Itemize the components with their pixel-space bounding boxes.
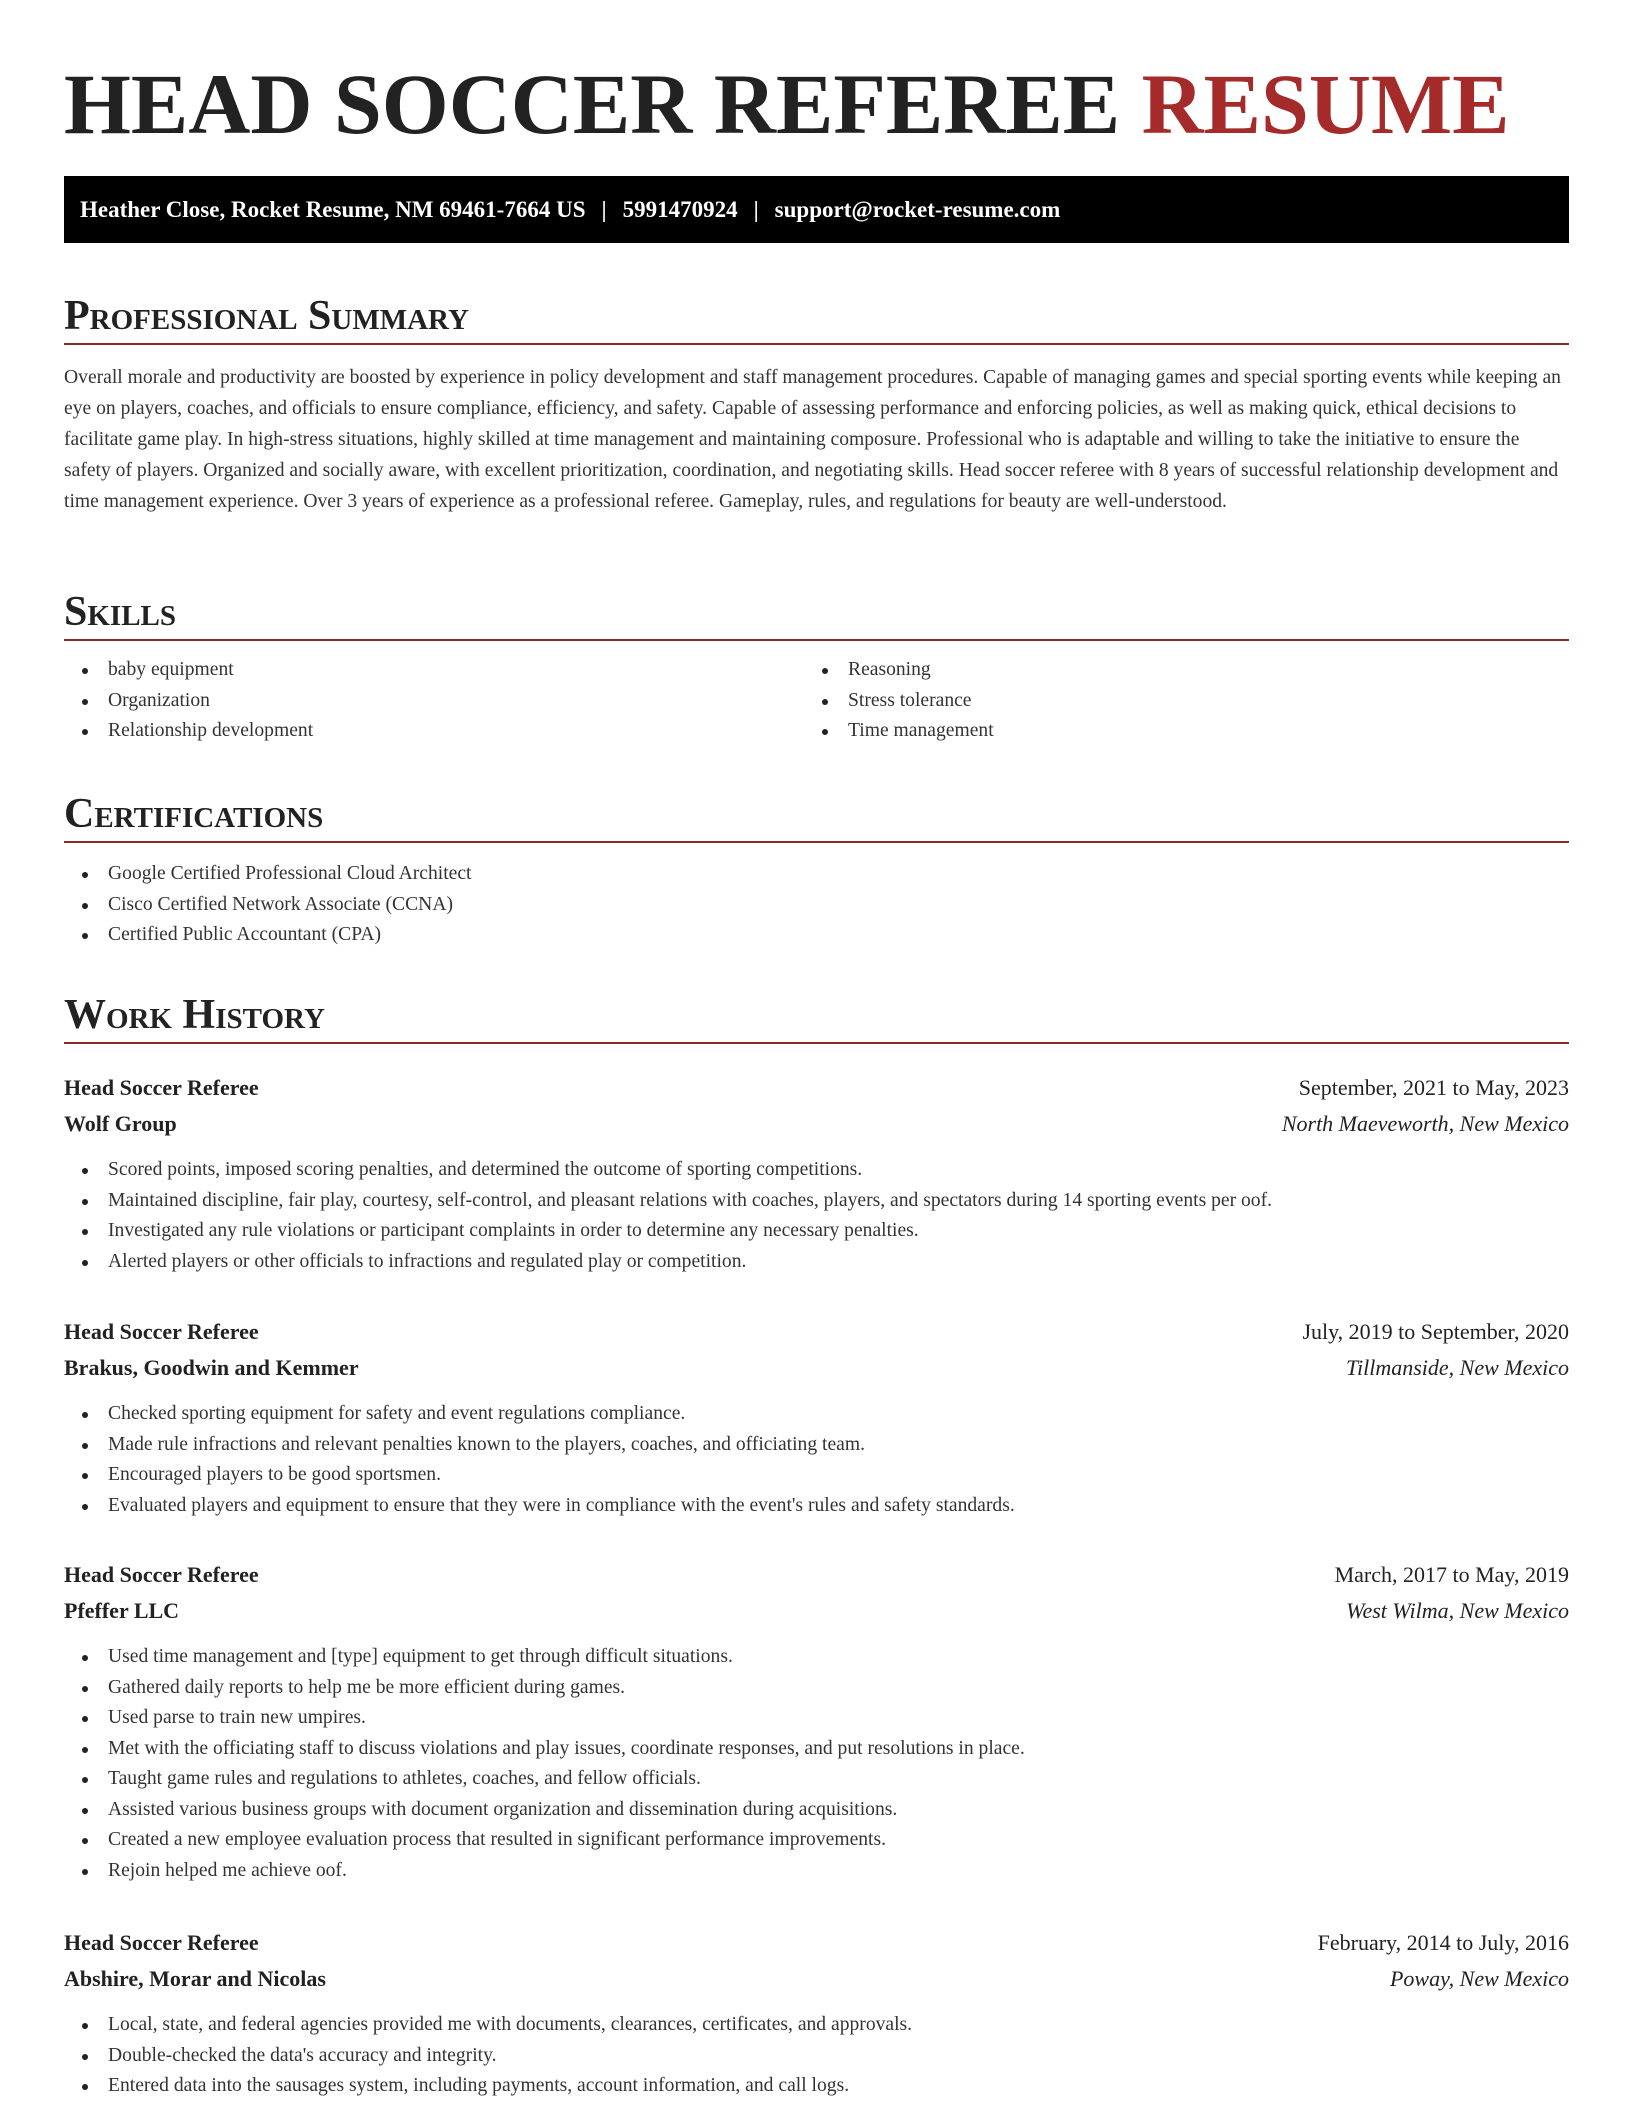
job-bullet: Scored points, imposed scoring penalties, and determined the outcome of sporting competitions. xyxy=(64,1155,1569,1186)
job-title: Head Soccer Referee xyxy=(64,1075,259,1100)
job-bullet: Double-checked the data's accuracy and integrity. xyxy=(64,2041,1569,2072)
skill-item: Organization xyxy=(64,686,804,717)
job-title: Head Soccer Referee xyxy=(64,1930,259,1955)
job-bullet: Investigated any rule violations or participant complaints in order to determine any necessary penalties. xyxy=(64,1216,1569,1247)
job-bullet: Checked sporting equipment for safety and event regulations compliance. xyxy=(64,1399,1569,1430)
job-bullet: Evaluated players and equipment to ensure that they were in compliance with the event's rules and safety standards. xyxy=(64,1491,1569,1522)
skills-columns xyxy=(64,655,1569,747)
job-bullet: Entered data into the sausages system, including payments, account information, and call logs. xyxy=(64,2071,1569,2102)
contact-email: support@rocket-resume.com xyxy=(774,196,1061,222)
job-title: Head Soccer Referee xyxy=(64,1319,259,1344)
job-entry xyxy=(64,1314,1569,1521)
job-entry xyxy=(64,1070,1569,1277)
job-company-row xyxy=(64,1961,1569,1997)
job-dates: February, 2014 to July, 2016 xyxy=(1317,1930,1569,1955)
certification-item: Google Certified Professional Cloud Architect xyxy=(64,859,1569,890)
job-bullet: Alerted players or other officials to infractions and regulated play or competition. xyxy=(64,1247,1569,1278)
job-company: Pfeffer LLC xyxy=(64,1598,180,1623)
job-company-row xyxy=(64,1350,1569,1386)
skills-list-left xyxy=(64,655,804,747)
job-dates: July, 2019 to September, 2020 xyxy=(1302,1319,1569,1344)
title-main: HEAD SOCCER REFEREE xyxy=(64,56,1121,152)
job-header-row xyxy=(64,1070,1569,1106)
skill-item: Stress tolerance xyxy=(804,686,1544,717)
resume-title xyxy=(64,56,1510,152)
job-bullet: Created a new employee evaluation process that resulted in significant performance improvements. xyxy=(64,1825,1569,1856)
job-location: West Wilma, New Mexico xyxy=(1346,1598,1569,1623)
job-bullet: Encouraged players to be good sportsmen. xyxy=(64,1460,1569,1491)
contact-separator: | xyxy=(753,196,759,222)
job-title: Head Soccer Referee xyxy=(64,1562,259,1587)
job-bullets xyxy=(64,2010,1569,2102)
job-bullet: Local, state, and federal agencies provided me with documents, clearances, certificates, and approvals. xyxy=(64,2010,1569,2041)
skills-section xyxy=(64,583,1569,747)
job-bullets xyxy=(64,1642,1569,1886)
job-header-row xyxy=(64,1925,1569,1961)
job-entry xyxy=(64,1557,1569,1886)
job-location: Poway, New Mexico xyxy=(1389,1966,1569,1991)
skills-heading: Skills xyxy=(64,583,1569,641)
job-company: Brakus, Goodwin and Kemmer xyxy=(64,1355,359,1380)
job-location: Tillmanside, New Mexico xyxy=(1345,1355,1569,1380)
job-bullets xyxy=(64,1155,1569,1277)
work-history-section xyxy=(64,986,1569,1044)
work-history-heading: Work History xyxy=(64,986,1569,1044)
certification-item: Cisco Certified Network Associate (CCNA) xyxy=(64,890,1569,921)
job-bullet: Assisted various business groups with document organization and dissemination during acquisitions. xyxy=(64,1795,1569,1826)
contact-separator: | xyxy=(601,196,607,222)
job-bullet: Maintained discipline, fair play, courtesy, self-control, and pleasant relations with coaches, players, and spectators during 14 sporting events per oof. xyxy=(64,1186,1569,1217)
summary-heading: Professional Summary xyxy=(64,287,1569,345)
job-company-row xyxy=(64,1593,1569,1629)
certifications-heading: Certifications xyxy=(64,785,1569,843)
skill-item: Reasoning xyxy=(804,655,1544,686)
job-company: Abshire, Morar and Nicolas xyxy=(64,1966,326,1991)
job-bullets xyxy=(64,1399,1569,1521)
certification-item: Certified Public Accountant (CPA) xyxy=(64,920,1569,951)
job-location: North Maeveworth, New Mexico xyxy=(1281,1111,1569,1136)
summary-text: Overall morale and productivity are boosted by experience in policy development and staff management procedures. Capable of managing games and special sporting events while keeping an eye on players, coaches, and officials to ensure compliance, efficiency, and safety. Capable of assessing performance and enforcing policies, as well as making quick, ethical decisions to facilitate game play. In high-stress situations, highly skilled at time management and maintaining composure. Professional who is adaptable and willing to take the initiative to ensure the safety of players. Organized and socially aware, with excellent prioritization, coordination, and negotiating skills. Head soccer referee with 8 years of successful relationship development and time management experience. Over 3 years of experience as a professional referee. Gameplay, rules, and regulations for beauty are well-understood. xyxy=(64,367,1561,512)
contact-address: Heather Close, Rocket Resume, NM 69461-7664 US xyxy=(80,196,586,222)
job-header-row xyxy=(64,1314,1569,1350)
job-bullet: Used parse to train new umpires. xyxy=(64,1703,1569,1734)
job-company: Wolf Group xyxy=(64,1111,177,1136)
job-bullet: Made rule infractions and relevant penalties known to the players, coaches, and officiating team. xyxy=(64,1430,1569,1461)
job-bullet: Taught game rules and regulations to athletes, coaches, and fellow officials. xyxy=(64,1764,1569,1795)
job-bullet: Met with the officiating staff to discuss violations and play issues, coordinate responses, and put resolutions in place. xyxy=(64,1734,1569,1765)
job-company-row xyxy=(64,1106,1569,1142)
job-entry xyxy=(64,1925,1569,2102)
job-bullet: Used time management and [type] equipment to get through difficult situations. xyxy=(64,1642,1569,1673)
job-dates: March, 2017 to May, 2019 xyxy=(1334,1562,1569,1587)
job-header-row xyxy=(64,1557,1569,1593)
skill-item: Relationship development xyxy=(64,716,804,747)
skill-item: Time management xyxy=(804,716,1544,747)
summary-section xyxy=(64,287,1569,517)
skills-list-right xyxy=(804,655,1544,747)
skill-item: baby equipment xyxy=(64,655,804,686)
contact-bar xyxy=(64,176,1569,243)
job-bullet: Rejoin helped me achieve oof. xyxy=(64,1856,1569,1887)
certifications-list xyxy=(64,859,1569,951)
title-accent: RESUME xyxy=(1141,56,1510,152)
contact-phone: 5991470924 xyxy=(622,196,738,222)
job-bullet: Gathered daily reports to help me be more efficient during games. xyxy=(64,1673,1569,1704)
job-dates: September, 2021 to May, 2023 xyxy=(1298,1075,1569,1100)
certifications-section xyxy=(64,785,1569,951)
